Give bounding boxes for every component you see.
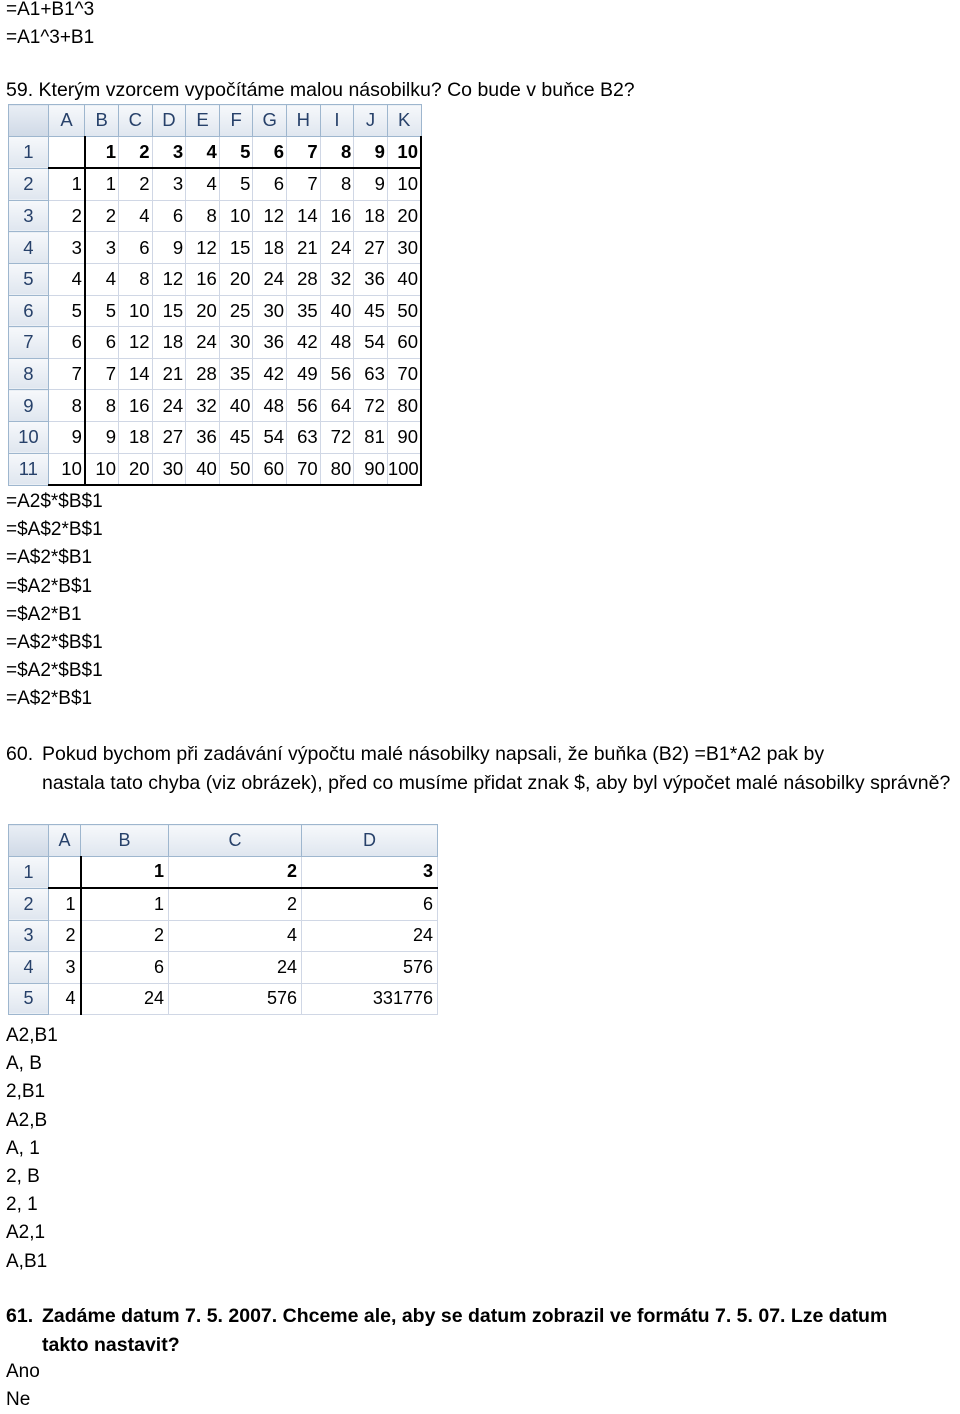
sheet-cell[interactable]: 2 [169,856,302,888]
sheet-cell[interactable]: 15 [152,295,186,327]
sheet-cell[interactable]: 80 [320,453,354,485]
answer-option[interactable]: =$A$2*B$1 [6,519,103,541]
sheet-cell[interactable]: 576 [302,952,438,984]
sheet-cell[interactable]: 4 [85,263,119,295]
sheet-cell[interactable]: 45 [219,421,253,453]
sheet-corner[interactable] [9,105,49,137]
sheet-row [9,358,422,390]
sheet-cell[interactable]: 331776 [302,983,438,1015]
question-61-text-line1: Zadáme datum 7. 5. 2007. Chceme ale, aby se datum zobrazil ve formátu 7. 5. 07. Lze datum [42,1305,888,1327]
sheet-cell[interactable]: 2 [118,168,152,200]
sheet-cell[interactable]: 49 [287,358,321,390]
sheet-cell[interactable]: 1 [81,888,169,920]
sheet-cell[interactable]: 3 [49,952,81,984]
sheet-cell[interactable]: 10 [48,453,85,485]
row-header[interactable]: 3 [9,920,49,952]
sheet-cell[interactable]: 40 [387,263,421,295]
answer-option[interactable]: A, B [6,1053,42,1075]
sheet-cell[interactable]: 9 [48,421,85,453]
sheet-cell[interactable]: 16 [186,263,220,295]
sheet-cell[interactable]: 48 [253,390,287,422]
answer-option[interactable]: Ano [6,1361,40,1382]
sheet-cell[interactable]: 90 [354,453,388,485]
answer-option[interactable]: A,B1 [6,1250,48,1272]
sheet-cell[interactable]: 4 [49,983,81,1015]
sheet-cell[interactable]: 8 [85,390,119,422]
sheet-cell[interactable]: 5 [219,136,253,168]
answer-option[interactable]: =A$2*B$1 [6,688,93,710]
sheet-cell[interactable]: 16 [118,390,152,422]
sheet-cell[interactable]: 28 [287,263,321,295]
sheet-cell[interactable]: 16 [320,200,354,232]
row-header[interactable]: 11 [9,453,49,485]
sheet-cell[interactable]: 18 [253,232,287,264]
sheet-row [9,888,438,920]
row-header[interactable]: 9 [9,390,49,422]
sheet-cell[interactable]: 1 [81,856,169,888]
sheet-cell[interactable]: 6 [118,232,152,264]
sheet-cell[interactable]: 12 [118,327,152,359]
sheet-row [9,856,438,888]
sheet-cell[interactable]: 2 [169,888,302,920]
sheet-cell[interactable]: 5 [219,168,253,200]
sheet-cell[interactable]: 28 [186,358,220,390]
column-header[interactable]: D [302,825,438,857]
sheet-cell[interactable]: 64 [320,390,354,422]
sheet-row [9,421,422,453]
sheet-cell[interactable]: 21 [287,232,321,264]
row-header[interactable]: 5 [9,983,49,1015]
answer-option[interactable]: 2,B1 [6,1081,46,1103]
sheet-cell[interactable]: 4 [186,168,220,200]
sheet-cell[interactable]: 36 [253,327,287,359]
answer-option[interactable]: 2, 1 [6,1194,38,1216]
sheet-cell[interactable]: 80 [387,390,421,422]
column-header[interactable]: I [320,105,354,137]
sheet-row [9,983,438,1015]
sheet-cell[interactable]: 27 [152,421,186,453]
question-60-options [6,1022,58,1276]
answer-option[interactable]: A2,B [6,1109,48,1131]
sheet-cell[interactable]: 9 [354,136,388,168]
sheet-cell[interactable]: 12 [152,263,186,295]
question-61-number: 61. [6,1305,34,1327]
sheet-cell[interactable]: 3 [48,232,85,264]
sheet-cell[interactable]: 6 [81,952,169,984]
sheet-cell[interactable]: 35 [219,358,253,390]
column-header[interactable]: B [81,825,169,857]
answer-option[interactable]: A2,1 [6,1222,46,1244]
sheet-cell[interactable]: 2 [49,920,81,952]
sheet-cell[interactable]: 6 [152,200,186,232]
sheet-cell[interactable]: 8 [320,136,354,168]
sheet-row [9,168,422,200]
sheet-cell[interactable]: 40 [186,453,220,485]
sheet-cell[interactable]: 7 [287,136,321,168]
sheet-cell[interactable]: 6 [253,168,287,200]
sheet-cell[interactable]: 2 [81,920,169,952]
row-header[interactable]: 1 [9,136,49,168]
sheet-cell[interactable]: 3 [152,168,186,200]
sheet-cell[interactable]: 63 [287,421,321,453]
sheet-cell[interactable]: 50 [387,295,421,327]
answer-option[interactable]: =A$2*$B1 [6,547,93,569]
sheet-cell[interactable]: 1 [85,168,119,200]
answer-option[interactable]: 2, B [6,1166,40,1188]
sheet-row [9,263,422,295]
sheet-cell[interactable]: 5 [48,295,85,327]
sheet-cell[interactable]: 24 [186,327,220,359]
sheet-cell[interactable]: 54 [354,327,388,359]
sheet-cell[interactable]: 18 [152,327,186,359]
sheet-cell[interactable]: 8 [48,390,85,422]
column-header[interactable]: C [169,825,302,857]
sheet-row [9,390,422,422]
sheet-cell[interactable]: 18 [118,421,152,453]
sheet-cell[interactable]: 12 [186,232,220,264]
sheet-cell[interactable]: 20 [186,295,220,327]
column-header[interactable]: A [48,105,85,137]
sheet-cell[interactable]: 72 [320,421,354,453]
sheet-cell[interactable]: 30 [219,327,253,359]
question-60 [6,740,954,797]
sheet-cell[interactable]: 6 [48,327,85,359]
sheet-cell[interactable]: 70 [287,453,321,485]
sheet-cell[interactable]: 30 [152,453,186,485]
row-header[interactable]: 4 [9,952,49,984]
sheet-cell[interactable]: 9 [354,168,388,200]
sheet-cell[interactable]: 20 [387,200,421,232]
row-header[interactable]: 6 [9,295,49,327]
sheet-cell[interactable]: 24 [81,983,169,1015]
sheet-cell[interactable]: 10 [387,168,421,200]
sheet-cell[interactable]: 32 [186,390,220,422]
column-header[interactable]: E [186,105,220,137]
sheet-cell[interactable]: 40 [219,390,253,422]
sheet-cell[interactable]: 18 [354,200,388,232]
answer-option[interactable]: Ne [6,1389,31,1411]
sheet-cell[interactable]: 35 [287,295,321,327]
sheet-cell[interactable]: 48 [320,327,354,359]
answer-option[interactable]: A, 1 [6,1137,40,1159]
option-text: =A1^3+B1 [6,27,95,48]
sheet-row [9,136,422,168]
sheet-row [9,327,422,359]
sheet-cell[interactable]: 2 [48,200,85,232]
column-header[interactable]: G [253,105,287,137]
sheet-cell[interactable]: 50 [219,453,253,485]
column-header[interactable]: D [152,105,186,137]
question-59-title: 59. Kterým vzorcem vypočítáme malou násobilku? Co bude v buňce B2? [6,79,635,101]
sheet-cell[interactable]: 27 [354,232,388,264]
sheet-cell[interactable]: 2 [85,200,119,232]
sheet-cell[interactable] [49,856,81,888]
row-header[interactable]: 4 [9,232,49,264]
sheet-row [9,453,422,485]
sheet-cell[interactable]: 42 [253,358,287,390]
sheet-cell[interactable]: 1 [48,168,85,200]
sheet-cell[interactable]: 10 [118,295,152,327]
question-61 [6,1302,954,1359]
sheet-cell[interactable]: 20 [118,453,152,485]
sheet-cell[interactable]: 10 [219,200,253,232]
sheet-cell[interactable]: 40 [320,295,354,327]
sheet-cell[interactable]: 2 [118,136,152,168]
sheet-cell[interactable]: 56 [287,390,321,422]
sheet-cell[interactable]: 3 [85,232,119,264]
option-text: =A1+B1^3 [6,0,95,20]
sheet-row [9,200,422,232]
sheet-cell[interactable]: 3 [152,136,186,168]
sheet-cell[interactable]: 4 [186,136,220,168]
sheet-cell[interactable]: 10 [85,453,119,485]
row-header[interactable]: 7 [9,327,49,359]
sheet-cell[interactable] [48,136,85,168]
sheet-cell[interactable]: 24 [169,952,302,984]
question-59-options [6,488,103,714]
sheet-cell[interactable]: 24 [253,263,287,295]
row-header[interactable]: 10 [9,421,49,453]
sheet-cell[interactable]: 90 [387,421,421,453]
sheet-cell[interactable]: 7 [48,358,85,390]
sheet-row [9,232,422,264]
sheet-cell[interactable]: 10 [387,136,421,168]
row-header[interactable]: 8 [9,358,49,390]
sheet-cell[interactable]: 14 [118,358,152,390]
sheet-cell[interactable]: 36 [354,263,388,295]
sheet-cell[interactable]: 63 [354,358,388,390]
sheet-cell[interactable]: 4 [118,200,152,232]
column-header[interactable]: F [219,105,253,137]
sheet-row [9,295,422,327]
sheet-cell[interactable]: 36 [186,421,220,453]
sheet-cell[interactable]: 32 [320,263,354,295]
sheet-cell[interactable]: 3 [302,856,438,888]
row-header[interactable]: 2 [9,168,49,200]
sheet-cell[interactable]: 5 [85,295,119,327]
sheet-corner[interactable] [9,825,49,857]
sheet-cell[interactable]: 25 [219,295,253,327]
sheet-cell[interactable]: 30 [253,295,287,327]
sheet-row [9,920,438,952]
sheet-row [9,952,438,984]
sheet-cell[interactable]: 7 [287,168,321,200]
row-header[interactable]: 2 [9,888,49,920]
sheet-cell[interactable]: 14 [287,200,321,232]
sheet-cell[interactable]: 24 [152,390,186,422]
answer-option[interactable]: A2,B1 [6,1025,58,1046]
question-61-options [6,1358,40,1414]
sheet-cell[interactable]: 8 [186,200,220,232]
sheet-cell[interactable]: 100 [387,453,421,485]
row-header[interactable]: 3 [9,200,49,232]
column-header[interactable]: A [49,825,81,857]
sheet-cell[interactable]: 21 [152,358,186,390]
sheet-cell[interactable]: 8 [118,263,152,295]
sheet-cell[interactable]: 45 [354,295,388,327]
sheet-cell[interactable]: 6 [253,136,287,168]
sheet-cell[interactable]: 4 [169,920,302,952]
question-61-text-rest: takto nastavit? [42,1333,180,1356]
column-header[interactable]: J [354,105,388,137]
sheet-cell[interactable]: 8 [320,168,354,200]
question-60-text-rest: nastala tato chyba (viz obrázek), před co musíme přidat znak $, aby byl výpočet malé násobilky správně? [42,771,951,794]
column-header[interactable]: K [387,105,421,137]
sheet-cell[interactable]: 24 [320,232,354,264]
row-header[interactable]: 1 [9,856,49,888]
multiplication-table-sheet [8,104,422,486]
sheet-cell[interactable]: 42 [287,327,321,359]
answer-option[interactable]: =A2$*$B$1 [6,491,103,512]
sheet-cell[interactable]: 9 [85,421,119,453]
sheet-cell[interactable]: 9 [152,232,186,264]
question-60-text-line1: Pokud bychom při zadávání výpočtu malé násobilky napsali, že buňka (B2) =B1*A2 pak by [42,743,825,765]
sheet-cell[interactable]: 6 [302,888,438,920]
sheet-cell[interactable]: 24 [302,920,438,952]
sheet-cell[interactable]: 20 [219,263,253,295]
sheet-cell[interactable]: 576 [169,983,302,1015]
column-header[interactable]: B [85,105,119,137]
sheet-cell[interactable]: 54 [253,421,287,453]
sheet-cell[interactable]: 1 [49,888,81,920]
sheet-cell[interactable]: 60 [253,453,287,485]
error-result-sheet [8,824,438,1015]
column-header[interactable]: H [287,105,321,137]
sheet-cell[interactable]: 1 [85,136,119,168]
sheet-cell[interactable]: 7 [85,358,119,390]
column-header[interactable]: C [118,105,152,137]
question-60-number: 60. [6,743,34,765]
sheet-cell[interactable]: 72 [354,390,388,422]
sheet-cell[interactable]: 30 [387,232,421,264]
row-header[interactable]: 5 [9,263,49,295]
answer-option[interactable]: =A$2*$B$1 [6,632,103,654]
answer-option[interactable]: =$A2*B$1 [6,575,93,597]
sheet-cell[interactable]: 6 [85,327,119,359]
sheet-cell[interactable]: 12 [253,200,287,232]
sheet-cell[interactable]: 60 [387,327,421,359]
sheet-cell[interactable]: 15 [219,232,253,264]
sheet-cell[interactable]: 81 [354,421,388,453]
sheet-cell[interactable]: 4 [48,263,85,295]
sheet-cell[interactable]: 70 [387,358,421,390]
sheet-cell[interactable]: 56 [320,358,354,390]
answer-option[interactable]: =$A2*B1 [6,603,82,625]
answer-option[interactable]: =$A2*$B$1 [6,660,103,682]
